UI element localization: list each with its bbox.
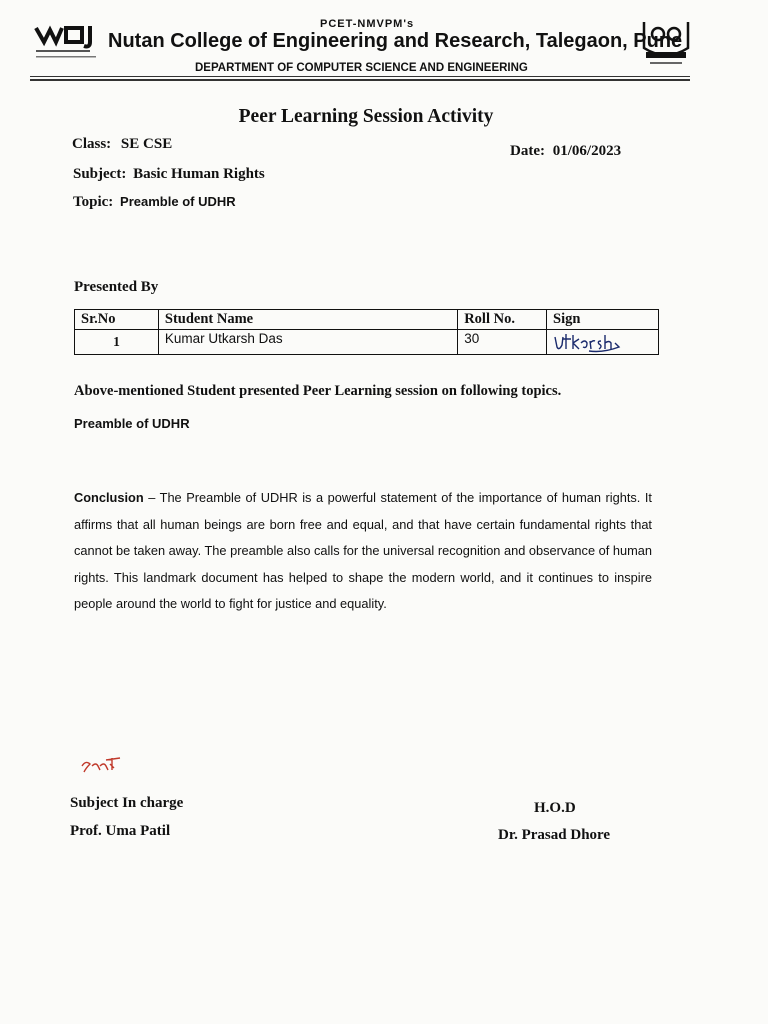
- cell-sr-no: 1: [75, 330, 159, 355]
- college-name: Nutan College of Engineering and Research, Talegaon, Pune: [108, 30, 683, 52]
- date-label: Date:: [510, 143, 545, 159]
- header-rule-thick: [30, 79, 690, 81]
- statement-text: Above-mentioned Student presented Peer Learning session on following topics.: [74, 383, 562, 399]
- presented-by-label: Presented By: [74, 279, 159, 295]
- student-table: [74, 309, 659, 355]
- table-row: [75, 330, 659, 355]
- conclusion-label: Conclusion: [74, 490, 144, 505]
- header-rule-thin: [30, 76, 690, 77]
- cell-roll-no: 30: [458, 330, 547, 355]
- column-header-sr-no: Sr.No: [75, 310, 159, 330]
- column-header-sign: Sign: [547, 310, 659, 330]
- cell-student-name: Kumar Utkarsh Das: [158, 330, 457, 355]
- date-value: 01/06/2023: [552, 143, 622, 159]
- class-label: Class:: [72, 136, 112, 152]
- subject-incharge-name: Prof. Uma Patil: [70, 823, 171, 839]
- column-header-student-name: Student Name: [158, 310, 457, 330]
- table-header-row: [75, 310, 659, 330]
- student-signature: [553, 331, 633, 353]
- hod-name: Dr. Prasad Dhore: [498, 827, 611, 843]
- topic-value: Preamble of UDHR: [120, 194, 236, 209]
- conclusion-paragraph: [74, 485, 652, 618]
- subject-incharge-title: Subject In charge: [70, 795, 184, 811]
- subject-line: [73, 166, 265, 183]
- conclusion-text: – The Preamble of UDHR is a powerful statement of the importance of human rights. It affirms that all human beings are born free and equal, and that have certain fundamental rights that cannot be taken away. The preamble also calls for the universal recognition and observance of human rights. This landmark document has helped to shape the modern world, and it continues to inspire people around the world to fight for justice and equality.: [74, 490, 652, 611]
- topic-line: [73, 194, 236, 211]
- class-value: SE CSE: [120, 136, 173, 152]
- college-seal-right: [636, 18, 696, 70]
- college-logo-left: [32, 22, 102, 64]
- department-name: DEPARTMENT OF COMPUTER SCIENCE AND ENGINEERING: [195, 62, 528, 74]
- topic-label: Topic:: [73, 194, 114, 210]
- subject-incharge-signature: [78, 752, 128, 776]
- column-header-roll-no: Roll No.: [458, 310, 547, 330]
- hod-title: H.O.D: [534, 800, 576, 816]
- subject-label: Subject:: [73, 166, 127, 182]
- header-top-line: PCET-NMVPM's: [320, 18, 415, 30]
- subject-value: Basic Human Rights: [133, 166, 265, 182]
- topic-list-item: Preamble of UDHR: [74, 416, 190, 431]
- document-title: Peer Learning Session Activity: [238, 106, 494, 127]
- date-line: [510, 143, 621, 160]
- cell-sign: [547, 330, 659, 355]
- class-line: [72, 136, 172, 153]
